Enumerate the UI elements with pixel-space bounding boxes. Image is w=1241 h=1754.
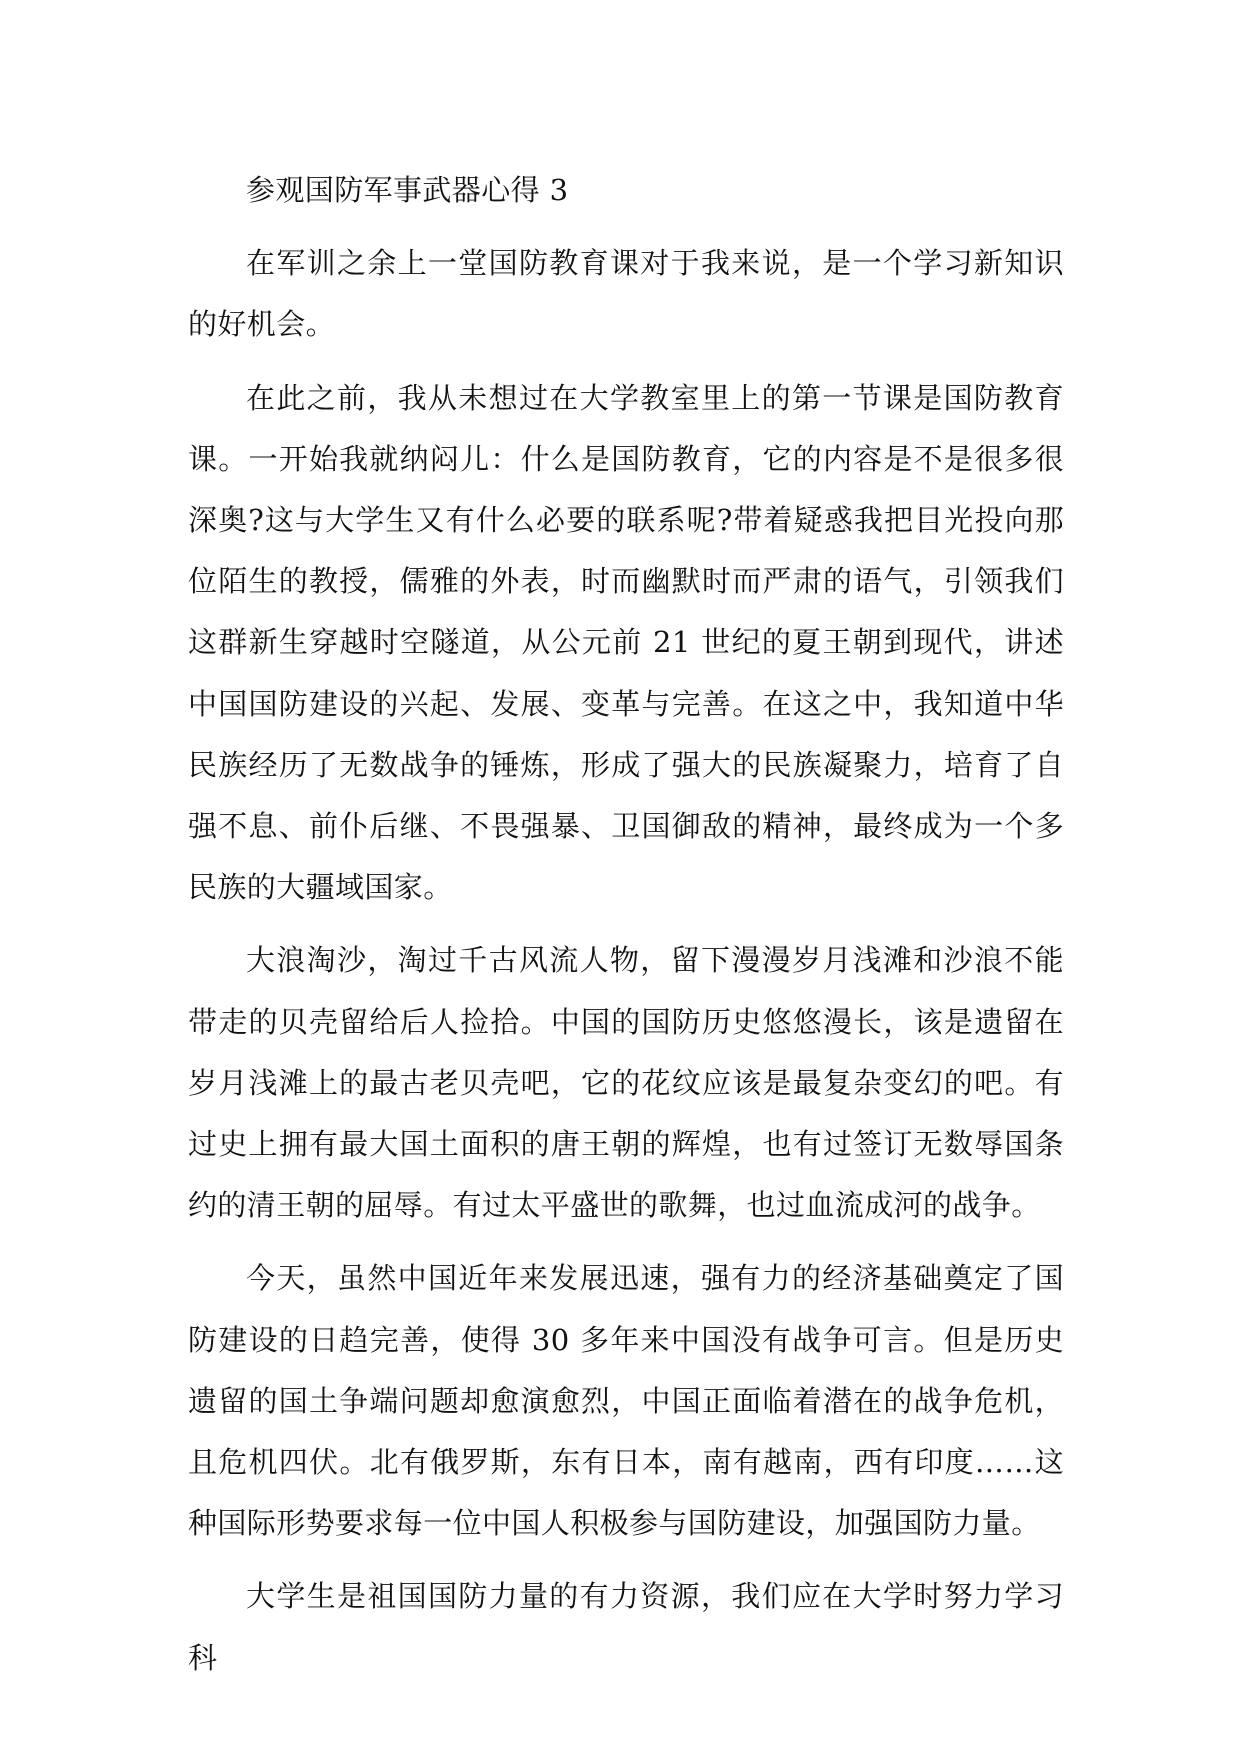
paragraph: 大浪淘沙，淘过千古风流人物，留下漫漫岁月浅滩和沙浪不能带走的贝壳留给后人捡拾。中国的国防历史悠悠漫长，该是遗留在岁月浅滩上的最古老贝壳吧，它的花纹应该是最复杂变幻的吧。有过史上拥有最大国土面积的唐王朝的辉煌，也有过签订无数辱国条约的清王朝的屈辱。有过太平盛世的歌舞，也过血流成河的战争。 bbox=[188, 943, 1064, 1223]
document-body bbox=[188, 160, 1064, 1701]
paragraph: 今天，虽然中国近年来发展迅速，强有力的经济基础奠定了国防建设的日趋完善，使得 30 多年来中国没有战争可言。但是历史遗留的国土争端问题却愈演愈烈，中国正面临着潜在的战争危机，且危机四伏。北有俄罗斯，东有日本，南有越南，西有印度……这种国际形势要求每一位中国人积极参与国防建设，加强国防力量。 bbox=[188, 1261, 1064, 1541]
paragraph: 在此之前，我从未想过在大学教室里上的第一节课是国防教育课。一开始我就纳闷儿：什么是国防教育，它的内容是不是很多很深奥?这与大学生又有什么必要的联系呢?带着疑惑我把目光投向那位陌生的教授，儒雅的外表，时而幽默时而严肃的语气，引领我们这群新生穿越时空隧道，从公元前 21 世纪的夏王朝到现代，讲述中国国防建设的兴起、发展、变革与完善。在这之中，我知道中华民族经历了无数战争的锤炼，形成了强大的民族凝聚力，培育了自强不息、前仆后继、不畏强暴、卫国御敌的精神，最终成为一个多民族的大疆域国家。 bbox=[188, 380, 1064, 905]
document-title: 参观国防军事武器心得 3 bbox=[246, 173, 569, 207]
paragraph: 大学生是祖国国防力量的有力资源，我们应在大学时努力学习科 bbox=[188, 1579, 1064, 1675]
paragraph: 在军训之余上一堂国防教育课对于我来说，是一个学习新知识的好机会。 bbox=[188, 246, 1064, 342]
